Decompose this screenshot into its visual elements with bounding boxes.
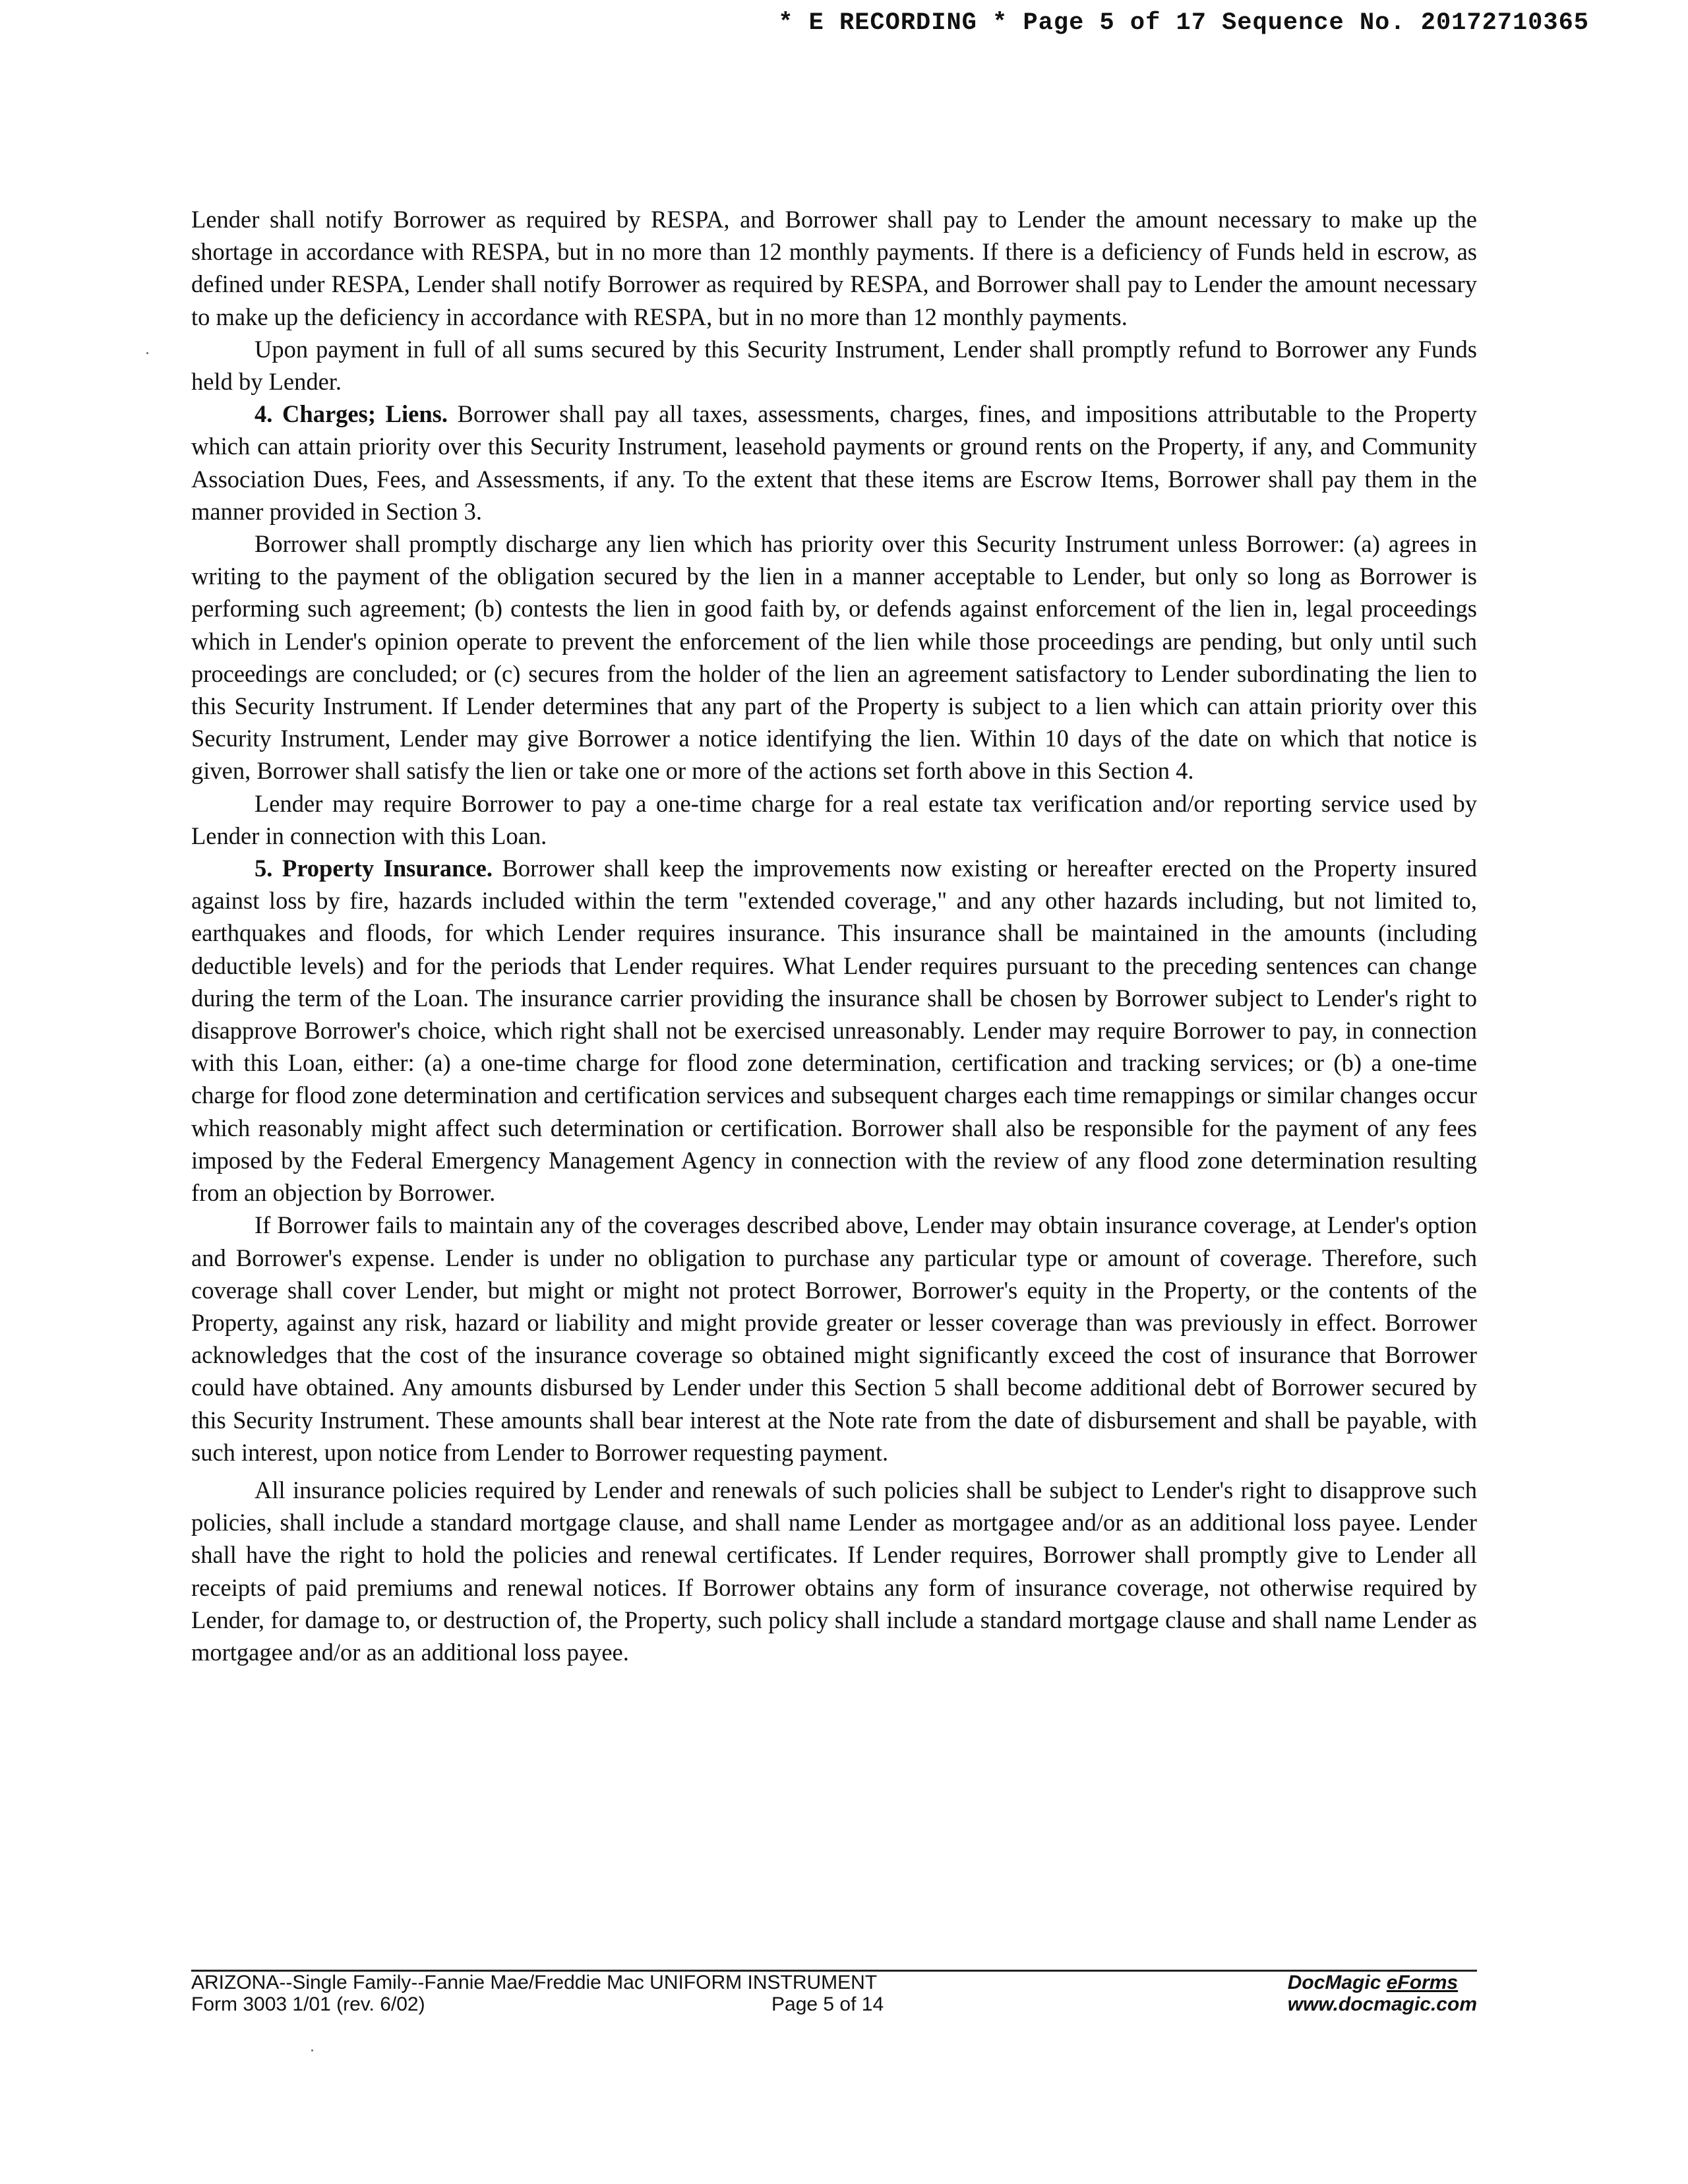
paragraph-text: Upon payment in full of all sums secured by this Security Instrument, Lender shall promptly refund to Borrower any Funds held by Lender. [191, 335, 1477, 396]
section-4-charges-liens [191, 398, 1477, 528]
brand-logo [1288, 1972, 1477, 1993]
form-number: Form 3003 1/01 (rev. 6/02) [191, 1993, 425, 2015]
section-5-property-insurance [191, 852, 1477, 1209]
page-footer [191, 1972, 1477, 2024]
paragraph-text: All insurance policies required by Lender and renewals of such policies shall be subject to Lender's right to disapprove such policies, shall include a standard mortgage clause, and shall name Lender as mortgagee and/or as an additional loss payee. Lender shall have the right to hold the policies and renewal certificates. If Lender requires, Borrower shall promptly give to Lender all receipts of paid premiums and renewal notices. If Borrower obtains any form of insurance coverage, not otherwise required by Lender, for damage to, or destruction of, the Property, such policy shall include a standard mortgage clause and shall name Lender as mortgagee and/or as an additional loss payee. [191, 1476, 1477, 1666]
footer-page-number [771, 1972, 884, 2015]
brand-product: eForms [1386, 1972, 1459, 1993]
paragraph-text: If Borrower fails to maintain any of the coverages described above, Lender may obtain insurance coverage, at Lender's option and Borrower's expense. Lender is under no obligation to purchase any particular type or amount of coverage. Therefore, such coverage shall cover Lender, but might or might not protect Borrower, Borrower's equity in the Property, or the contents of the Property, against any risk, hazard or liability and might provide greater or lesser coverage than was previously in effect. Borrower acknowledges that the cost of the insurance coverage so obtained might significantly exceed the cost of insurance that Borrower could have obtained. Any amounts disbursed by Lender under this Section 5 shall become additional debt of Borrower secured by this Security Instrument. These amounts shall bear interest at the Note rate from the date of disbursement and shall be payable, with such interest, upon notice from Lender to Borrower requesting payment. [191, 1211, 1477, 1466]
paragraph-text: Borrower shall pay all taxes, assessments, charges, fines, and impositions attributable to the Property which can attain priority over this Security Instrument, leasehold payments or ground rents on the Property, if any, and Community Association Dues, Fees, and Assessments, if any. To the extent that these items are Escrow Items, Borrower shall pay them in the manner provided in Section 3. [191, 400, 1477, 525]
document-body [191, 203, 1477, 1668]
section-heading: 4. Charges; Liens. [255, 400, 448, 428]
brand-url: www.docmagic.com [1287, 1993, 1477, 2015]
section-heading: 5. Property Insurance. [255, 855, 493, 882]
footer-spacer [771, 1972, 884, 1993]
paragraph-text: Lender may require Borrower to pay a one-time charge for a real estate tax verification and/or reporting service used by Lender in connection with this Loan. [191, 789, 1477, 849]
footer-brand [1288, 1972, 1477, 2015]
page-label: Page 5 of 14 [771, 1993, 884, 2015]
paragraph-tax-verification [191, 787, 1477, 852]
paragraph-discharge-lien [191, 528, 1477, 787]
recording-header: * E RECORDING * Page 5 of 17 Sequence No. 20172710365 [778, 9, 1589, 37]
form-title: ARIZONA--Single Family--Fannie Mae/Freddie Mac UNIFORM INSTRUMENT [191, 1972, 878, 1993]
paragraph-text: Borrower shall keep the improvements now existing or hereafter erected on the Property insured against loss by fire, hazards included within the term "extended coverage," and any other hazards including, but not limited to, earthquakes and floods, for which Lender requires insurance. This insurance shall be maintained in the amounts (including deductible levels) and for the periods that Lender requires. What Lender requires pursuant to the preceding sentences can change during the term of the Loan. The insurance carrier providing the insurance shall be chosen by Borrower subject to Lender's right to disapprove Borrower's choice, which right shall not be exercised unreasonably. Lender may require Borrower to pay, in connection with this Loan, either: (a) a one-time charge for flood zone determination, certification and tracking services; or (b) a one-time charge for flood zone determination and certification services and subsequent charges each time remappings or similar changes occur which reasonably might affect such determination or certification. Borrower shall also be responsible for the payment of any fees imposed by the Federal Emergency Management Agency in connection with the review of any flood zone determination resulting from an objection by Borrower. [191, 855, 1477, 1207]
paragraph-insurance-policies [191, 1474, 1477, 1668]
brand-name: DocMagic [1287, 1972, 1381, 1993]
paragraph-refund [191, 333, 1477, 398]
paragraph-failure-to-maintain [191, 1209, 1477, 1469]
scan-speck [146, 352, 148, 354]
paragraph-text: Borrower shall promptly discharge any lien which has priority over this Security Instrument unless Borrower: (a) agrees in writing to the payment of the obligation secured by the lien in a manner acceptable to Lender, but only so long as Borrower is performing such agreement; (b) contests the lien in good faith by, or defends against enforcement of the lien in, legal proceedings which in Lender's opinion operate to prevent the enforcement of the lien while those proceedings are pending, but only until such proceedings are concluded; or (c) secures from the holder of the lien an agreement satisfactory to Lender subordinating the lien to this Security Instrument. If Lender determines that any part of the Property is subject to a lien which can attain priority over this Security Instrument, Lender may give Borrower a notice identifying the lien. Within 10 days of the date on which that notice is given, Borrower shall satisfy the lien or take one or more of the actions set forth above in this Section 4. [191, 530, 1477, 785]
scan-speck [311, 2049, 313, 2051]
paragraph-text: Lender shall notify Borrower as required by RESPA, and Borrower shall pay to Lender the amount necessary to make up the shortage in accordance with RESPA, but in no more than 12 monthly payments. If there is a deficiency of Funds held in escrow, as defined under RESPA, Lender shall notify Borrower as required by RESPA, and Borrower shall pay to Lender the amount necessary to make up the deficiency in accordance with RESPA, but in no more than 12 monthly payments. [191, 206, 1477, 330]
paragraph-escrow-shortage [191, 203, 1477, 333]
